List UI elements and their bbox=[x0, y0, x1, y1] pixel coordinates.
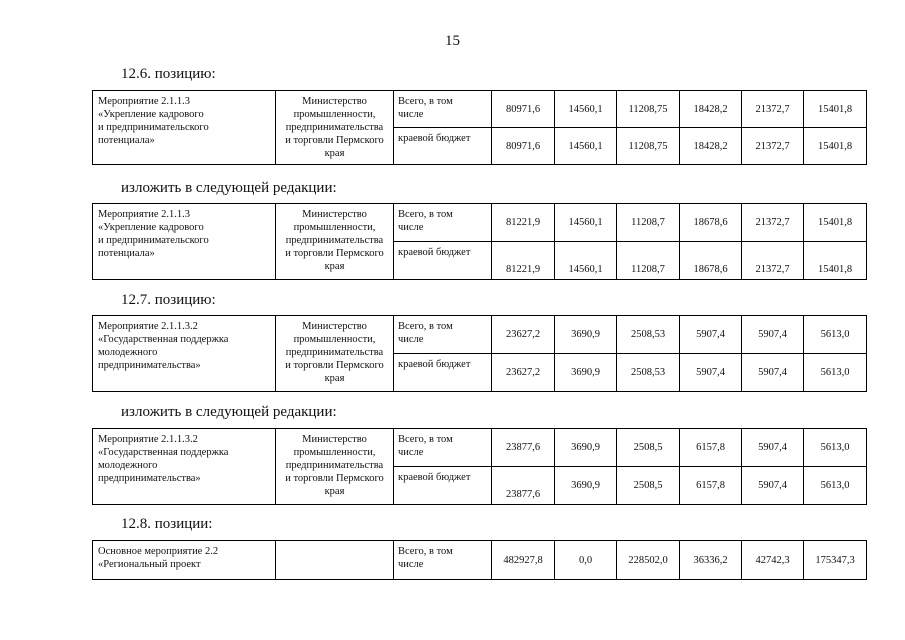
value-cell: 18678,6 bbox=[680, 242, 742, 280]
value-cell: 80971,6 bbox=[492, 91, 555, 128]
value-cell: 15401,8 bbox=[804, 204, 867, 242]
event-description: Мероприятие 2.1.1.3 «Укрепление кадрового и предпринимательского потенциала» bbox=[93, 91, 276, 165]
value-cell: 5907,4 bbox=[742, 467, 804, 505]
value-cell: 14560,1 bbox=[555, 91, 617, 128]
funding-source-total: Всего, в том числе bbox=[394, 204, 492, 242]
value-cell: 5613,0 bbox=[804, 316, 867, 354]
value-cell: 175347,3 bbox=[804, 541, 867, 580]
value-cell: 23877,6 bbox=[492, 467, 555, 505]
budget-table-old-2-1-1-3-2 bbox=[92, 315, 867, 392]
value-cell: 18428,2 bbox=[680, 128, 742, 165]
value-cell: 11208,75 bbox=[617, 128, 680, 165]
funding-source-total: Всего, в том числе bbox=[394, 541, 492, 580]
value-cell: 21372,7 bbox=[742, 242, 804, 280]
value-cell: 5907,4 bbox=[742, 354, 804, 392]
value-cell: 23627,2 bbox=[492, 354, 555, 392]
value-cell: 2508,5 bbox=[617, 467, 680, 505]
value-cell: 81221,9 bbox=[492, 204, 555, 242]
section-heading-new-edition: изложить в следующей редакции: bbox=[121, 180, 337, 196]
value-cell: 228502,0 bbox=[617, 541, 680, 580]
value-cell: 11208,75 bbox=[617, 91, 680, 128]
value-cell: 14560,1 bbox=[555, 204, 617, 242]
section-heading-new-edition: изложить в следующей редакции: bbox=[121, 404, 337, 420]
event-description: Мероприятие 2.1.1.3.2 «Государственная поддержка молодежного предпринимательства» bbox=[93, 429, 276, 505]
funding-source-regional: краевой бюджет bbox=[394, 354, 492, 392]
value-cell: 2508,5 bbox=[617, 429, 680, 467]
value-cell: 42742,3 bbox=[742, 541, 804, 580]
value-cell: 0,0 bbox=[555, 541, 617, 580]
value-cell: 36336,2 bbox=[680, 541, 742, 580]
value-cell: 15401,8 bbox=[804, 91, 867, 128]
value-cell: 3690,9 bbox=[555, 316, 617, 354]
budget-table-2-2 bbox=[92, 540, 867, 580]
section-heading-12-6: 12.6. позицию: bbox=[121, 66, 216, 82]
funding-source-regional: краевой бюджет bbox=[394, 467, 492, 505]
section-heading-12-8: 12.8. позиции: bbox=[121, 516, 213, 532]
value-cell: 18678,6 bbox=[680, 204, 742, 242]
value-cell: 15401,8 bbox=[804, 242, 867, 280]
funding-source-total: Всего, в том числе bbox=[394, 91, 492, 128]
funding-source-regional: краевой бюджет bbox=[394, 128, 492, 165]
value-cell: 11208,7 bbox=[617, 204, 680, 242]
value-cell: 5907,4 bbox=[680, 354, 742, 392]
value-cell: 3690,9 bbox=[555, 467, 617, 505]
value-cell: 6157,8 bbox=[680, 467, 742, 505]
value-cell: 21372,7 bbox=[742, 128, 804, 165]
value-cell: 5613,0 bbox=[804, 429, 867, 467]
funding-source-regional: краевой бюджет bbox=[394, 242, 492, 280]
value-cell: 5613,0 bbox=[804, 354, 867, 392]
value-cell: 23627,2 bbox=[492, 316, 555, 354]
value-cell: 81221,9 bbox=[492, 242, 555, 280]
value-cell: 21372,7 bbox=[742, 204, 804, 242]
funding-source-total: Всего, в том числе bbox=[394, 429, 492, 467]
value-cell: 5613,0 bbox=[804, 467, 867, 505]
value-cell: 3690,9 bbox=[555, 354, 617, 392]
value-cell: 482927,8 bbox=[492, 541, 555, 580]
value-cell: 15401,8 bbox=[804, 128, 867, 165]
value-cell: 80971,6 bbox=[492, 128, 555, 165]
budget-table-new-2-1-1-3 bbox=[92, 203, 867, 280]
responsible-organization: Министерство промышленности, предпринимательства и торговли Пермского края bbox=[276, 429, 394, 505]
value-cell: 5907,4 bbox=[680, 316, 742, 354]
value-cell: 2508,53 bbox=[617, 316, 680, 354]
value-cell: 23877,6 bbox=[492, 429, 555, 467]
page-number: 15 bbox=[445, 33, 460, 49]
responsible-organization: Министерство промышленности, предпринимательства и торговли Пермского края bbox=[276, 204, 394, 280]
value-cell: 6157,8 bbox=[680, 429, 742, 467]
event-description: Мероприятие 2.1.1.3.2 «Государственная поддержка молодежного предпринимательства» bbox=[93, 316, 276, 392]
event-description: Основное мероприятие 2.2 «Региональный проект bbox=[93, 541, 276, 580]
value-cell: 21372,7 bbox=[742, 91, 804, 128]
budget-table-old-2-1-1-3 bbox=[92, 90, 867, 165]
responsible-organization: Министерство промышленности, предпринимательства и торговли Пермского края bbox=[276, 316, 394, 392]
value-cell: 5907,4 bbox=[742, 429, 804, 467]
responsible-organization: Министерство промышленности, предпринимательства и торговли Пермского края bbox=[276, 91, 394, 165]
section-heading-12-7: 12.7. позицию: bbox=[121, 292, 216, 308]
value-cell: 14560,1 bbox=[555, 128, 617, 165]
responsible-organization bbox=[276, 541, 394, 580]
value-cell: 14560,1 bbox=[555, 242, 617, 280]
value-cell: 11208,7 bbox=[617, 242, 680, 280]
value-cell: 2508,53 bbox=[617, 354, 680, 392]
value-cell: 3690,9 bbox=[555, 429, 617, 467]
funding-source-total: Всего, в том числе bbox=[394, 316, 492, 354]
value-cell: 18428,2 bbox=[680, 91, 742, 128]
value-cell: 5907,4 bbox=[742, 316, 804, 354]
event-description: Мероприятие 2.1.1.3 «Укрепление кадрового и предпринимательского потенциала» bbox=[93, 204, 276, 280]
budget-table-new-2-1-1-3-2 bbox=[92, 428, 867, 505]
